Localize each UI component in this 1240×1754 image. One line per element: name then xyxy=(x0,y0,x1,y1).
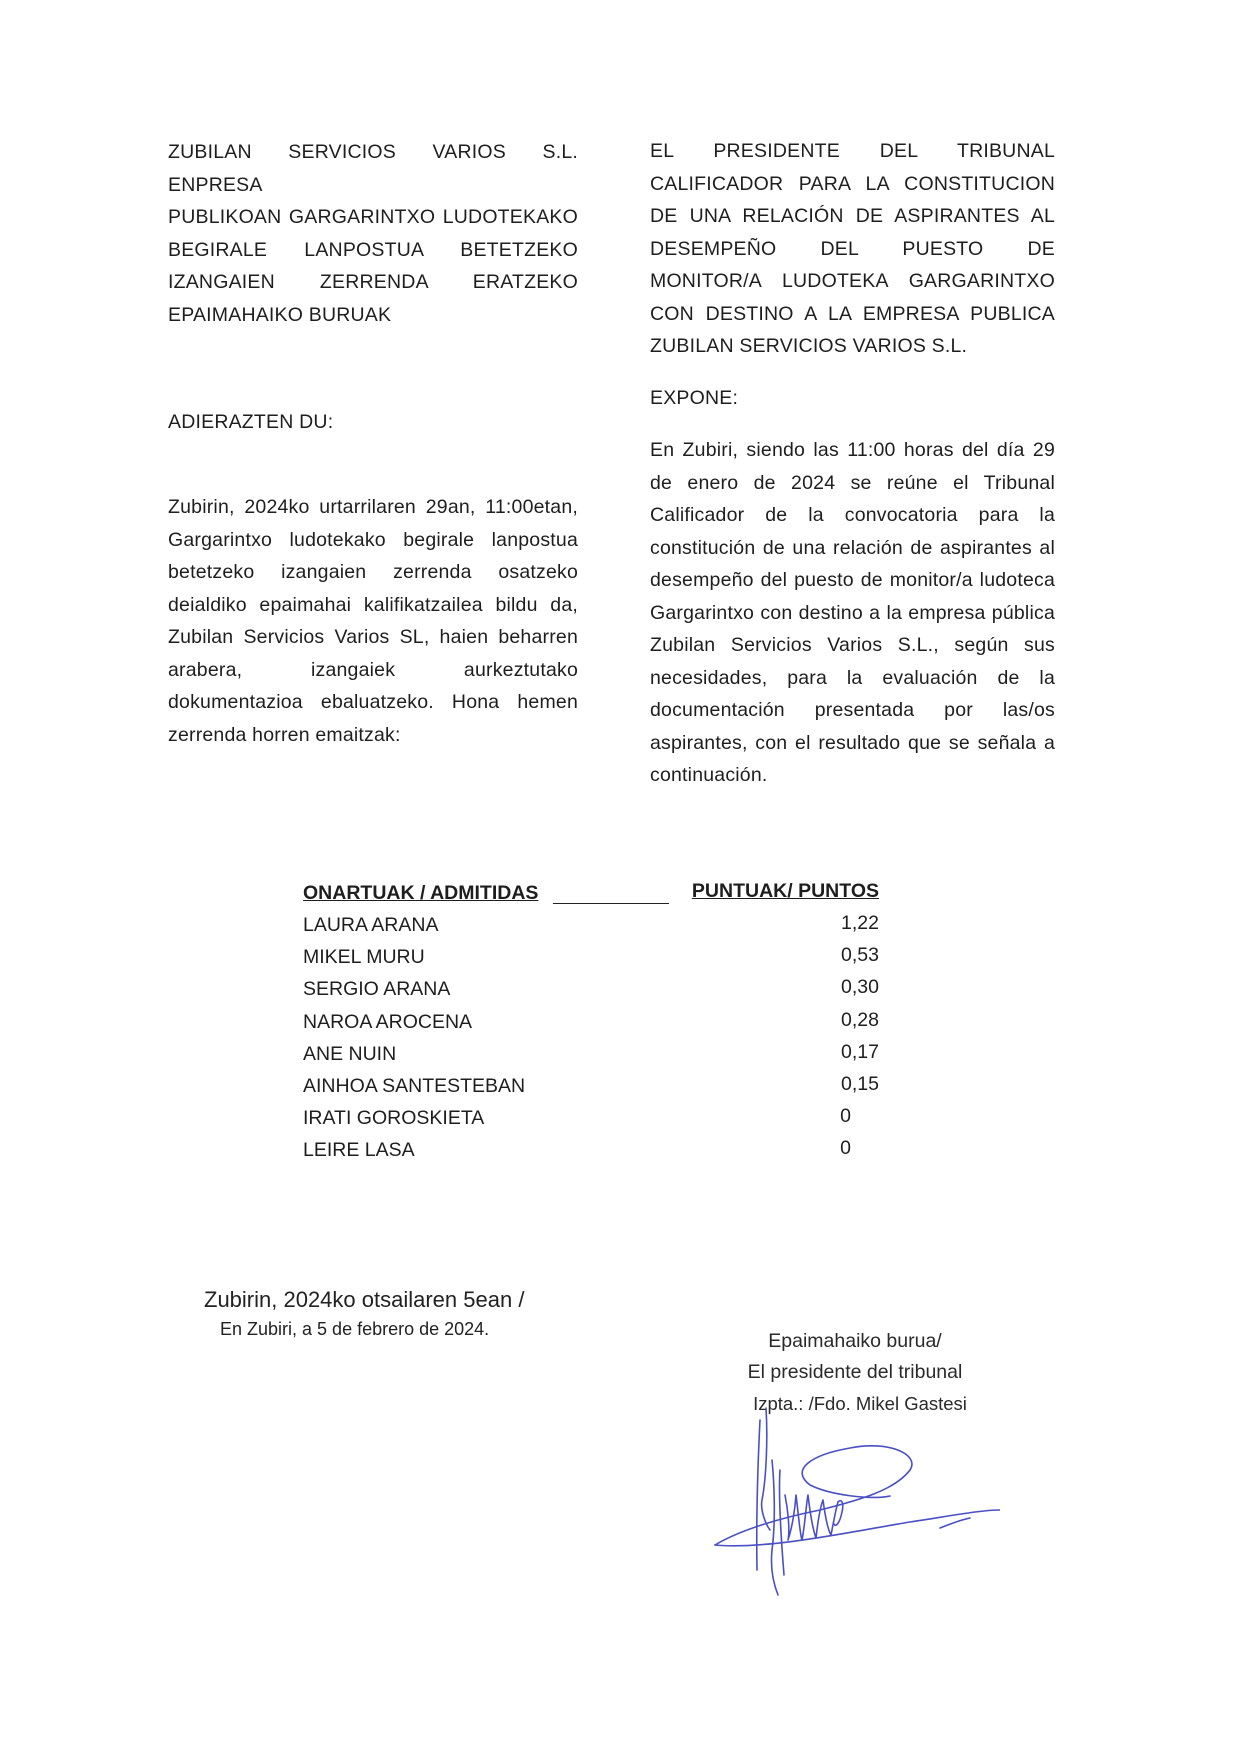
candidate-points: 0,17 xyxy=(841,1040,879,1063)
date-eu: Zubirin, 2024ko otsailaren 5ean / xyxy=(204,1287,525,1312)
candidate-name: ANE NUIN xyxy=(303,1042,397,1065)
es-body-paragraph: En Zubiri, siendo las 11:00 horas del día 29 de enero de 2024 se reúne el Tribunal Calificador de la convocatoria para la constitución de una relación de aspirantes al desempeño del puesto de monitor/a ludoteca Gargarintxo con destino a la empresa pública Zubilan Servicios Varios S.L., según sus necesidades, para la evaluación de la documentación presentada por las/os aspirantes, con el resultado que se señala a continuación. xyxy=(650,439,1055,786)
candidate-points: 0,28 xyxy=(841,1008,879,1031)
candidate-name: MIKEL MURU xyxy=(303,946,425,969)
header-admitted: ONARTUAK / ADMITIDAS xyxy=(303,882,539,904)
table-row xyxy=(303,1007,879,1039)
es-heading: EL PRESIDENTE DEL TRIBUNAL CALIFICADOR PARA LA CONSTITUCION DE UNA RELACIÓN DE ASPIRANTES AL DESEMPEÑO DEL PUESTO DE MONITOR/A LUDOTEKA GARGARINTXO CON DESTINO A LA EMPRESA PUBLICA ZUBILAN SERVICIOS VARIOS S.L. xyxy=(650,140,1055,357)
candidate-points: 0,30 xyxy=(841,976,879,999)
date-block xyxy=(180,1287,524,1340)
candidate-points: 0,53 xyxy=(841,944,879,967)
eu-heading-line: EPAIMAHAIKO BURUAK xyxy=(168,303,392,326)
signatory-name: Izpta.: /Fdo. Mikel Gastesi xyxy=(753,1393,967,1414)
header-rule xyxy=(553,903,669,904)
candidate-name: NAROA AROCENA xyxy=(303,1010,473,1033)
results-table xyxy=(303,880,879,1168)
candidate-name: LEIRE LASA xyxy=(303,1139,415,1162)
table-row xyxy=(303,1135,879,1167)
table-row xyxy=(303,1071,879,1103)
eu-heading-line: ZUBILAN SERVICIOS VARIOS S.L. ENPRESA xyxy=(168,141,578,196)
table-row xyxy=(303,942,879,974)
es-intro-label: EXPONE: xyxy=(650,387,739,409)
table-row xyxy=(303,1103,879,1135)
eu-intro-label: ADIERAZTEN DU: xyxy=(168,411,334,433)
signatory-role-eu: Epaimahaiko burua/ xyxy=(768,1330,942,1352)
candidate-points: 1,22 xyxy=(841,912,879,934)
candidate-points: 0,15 xyxy=(841,1072,879,1095)
eu-heading-line: PUBLIKOAN GARGARINTXO LUDOTEKAKO xyxy=(168,206,578,228)
candidate-name: LAURA ARANA xyxy=(303,914,439,936)
results-table-header xyxy=(303,880,879,910)
candidate-name: AINHOA SANTESTEBAN xyxy=(303,1074,526,1097)
eu-heading-line: BEGIRALE LANPOSTUA BETETZEKO xyxy=(168,238,578,261)
eu-body-paragraph: Zubirin, 2024ko urtarrilaren 29an, 11:00etan, Gargarintxo ludotekako begirale lanpostua betetzeko izangaien zerrenda osatzeko deialdiko epaimahai kalifikatzailea bildu da, Zubilan Servicios Varios SL, haien beharren arabera, izangaiek aurkeztutako dokumentazioa ebaluatzeko. Hona hemen zerrenda horren emaitzak: xyxy=(168,496,578,746)
eu-heading-line: IZANGAIEN ZERRENDA ERATZEKO xyxy=(168,271,578,293)
table-row xyxy=(303,974,879,1006)
candidate-points: 0 xyxy=(840,1105,851,1128)
date-es: En Zubiri, a 5 de febrero de 2024. xyxy=(220,1319,490,1339)
table-row xyxy=(303,910,879,942)
table-row xyxy=(303,1039,879,1071)
header-points: PUNTUAK/ PUNTOS xyxy=(691,880,879,902)
eu-heading xyxy=(168,136,578,331)
handwritten-signature xyxy=(710,1400,1000,1610)
candidate-name: SERGIO ARANA xyxy=(303,978,451,1001)
candidate-name: IRATI GOROSKIETA xyxy=(303,1107,485,1130)
candidate-points: 0 xyxy=(840,1137,851,1160)
signatory-role-es: El presidente del tribunal xyxy=(747,1361,963,1383)
